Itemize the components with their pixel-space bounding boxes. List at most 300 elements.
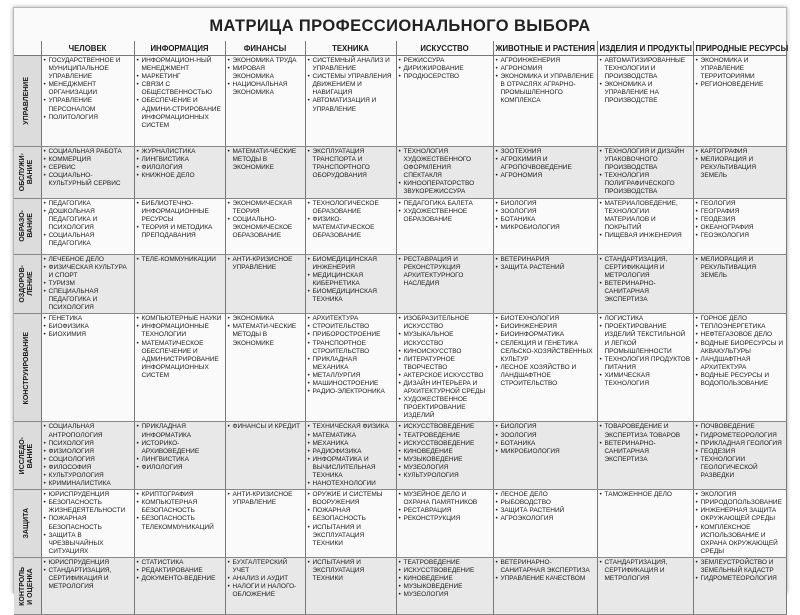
profession-item: • ФИЛОСОФИЯ	[44, 464, 132, 472]
profession-item: • ИСКУССТВОВЕДЕНИЕ	[399, 440, 491, 448]
profession-item: • ИСКУССТВОВЕДЕНИЕ	[399, 423, 491, 431]
profession-item: • БИОЛОГИЯ	[496, 423, 595, 431]
profession-list	[696, 57, 784, 89]
profession-list	[399, 148, 491, 197]
profession-list	[308, 491, 394, 548]
profession-item: • ЭКОНОМИКА	[228, 315, 303, 323]
profession-item: • БОТАНИКА	[496, 440, 595, 448]
column-header: ФИНАНСЫ	[225, 41, 305, 56]
profession-list	[137, 200, 223, 240]
profession-item: • ЛАНДШАФТНАЯ АРХИТЕКТУРА	[696, 356, 784, 372]
matrix-cell	[597, 314, 693, 422]
profession-item: • ТЕХНОЛОГИЯ И ДИЗАЙН УПАКОВОЧНОГО ПРОИЗВОДСТВА	[600, 148, 691, 172]
profession-item: • ГЕОЛОГИЯ	[696, 200, 784, 208]
profession-item: • ТЕХНОЛОГИЯ ПОЛИГРАФИЧЕСКОГО ПРОИЗВОДСТВА	[600, 172, 691, 196]
column-header: ЖИВОТНЫЕ И РАСТЕНИЯ	[493, 41, 597, 56]
profession-item: • ЖУРНАЛИСТИКА	[137, 148, 223, 156]
profession-item: • МЕХАНИКА	[308, 440, 394, 448]
profession-item: • ФИЗИОЛОГИЯ	[44, 448, 132, 456]
matrix-cell	[597, 198, 693, 254]
profession-item: • МЕДИЦИНСКАЯ КИБЕРНЕТИКА	[308, 272, 394, 288]
profession-item: • КИНОВЕДЕНИЕ	[399, 448, 491, 456]
profession-item: • КОММЕРЦИЯ	[44, 156, 132, 164]
profession-item: • ЗЕМЛЕУСТРОЙСТВО И ЗЕМЕЛЬНЫЙ КАДАСТР	[696, 559, 784, 575]
profession-item: • ГИДРОМЕТЕОРОЛОГИЯ	[696, 432, 784, 440]
row-label-cell	[14, 557, 41, 614]
profession-item: • ХИМИЧЕСКАЯ ТЕХНОЛОГИЯ	[600, 372, 691, 388]
profession-item: • МЕТАЛЛУРГИЯ	[308, 372, 394, 380]
profession-list	[696, 423, 784, 480]
profession-list	[600, 57, 691, 106]
profession-item: • ПРОЕКТИРОВАНИЕ ИЗДЕЛИЙ ТЕКСТИЛЬНОЙ И ЛЕГКОЙ ПРОМЫШЛЕННОСТИ	[600, 323, 691, 355]
matrix-row	[14, 147, 786, 199]
matrix-cell	[225, 422, 305, 490]
profession-item: • СОЦИАЛЬНАЯ ПЕДАГОГИКА	[44, 232, 132, 248]
profession-item: • МАТЕМАТИ-ЧЕСКИЕ МЕТОДЫ В ЭКОНОМИКЕ	[228, 323, 303, 347]
profession-item: • КРИПТОГРАФИЯ	[137, 491, 223, 499]
matrix-cell	[305, 422, 396, 490]
row-label-cell	[14, 56, 41, 147]
profession-item: • СОЦИАЛЬНАЯ РАБОТА	[44, 148, 132, 156]
profession-list	[399, 256, 491, 288]
profession-list	[228, 559, 303, 599]
matrix-row	[14, 557, 786, 614]
profession-item: • КОМПЬЮТЕРНЫЕ НАУКИ	[137, 315, 223, 323]
profession-item: • ТЕХНОЛОГИИ ГЕОЛОГИЧЕСКОЙ РАЗВЕДКИ	[696, 456, 784, 480]
profession-list	[399, 57, 491, 81]
matrix-cell	[305, 314, 396, 422]
column-header: ПРИРОДНЫЕ РЕСУРСЫ	[693, 41, 786, 56]
profession-item: • СЕЛЕКЦИЯ И ГЕНЕТИКА СЕЛЬСКО-ХОЗЯЙСТВЕННЫХ КУЛЬТУР	[496, 340, 595, 364]
matrix-cell	[134, 147, 225, 199]
matrix-body	[14, 56, 786, 615]
profession-item: • ДИЗАЙН ИНТЕРЬЕРА И АРХИТЕКТУРНОЙ СРЕДЫ	[399, 380, 491, 396]
matrix-row	[14, 56, 786, 147]
profession-item: • СОЦИАЛЬНО-КУЛЬТУРНЫЙ СЕРВИС	[44, 172, 132, 188]
profession-list	[399, 491, 491, 523]
profession-item: • КОМПЛЕКСНОЕ ИСПОЛЬЗОВАНИЕ И ОХРАНА ОКРУЖАЮЩЕЙ СРЕДЫ	[696, 524, 784, 556]
matrix-row	[14, 490, 786, 558]
profession-list	[600, 256, 691, 305]
profession-item: • РЕСТАВРАЦИЯ И РЕКОНСТРУКЦИЯ АРХИТЕКТУРНОГО НАСЛЕДИЯ	[399, 256, 491, 288]
profession-list	[44, 256, 132, 313]
matrix-cell	[493, 254, 597, 314]
profession-item: • АНАЛИЗ И АУДИТ	[228, 575, 303, 583]
profession-item: • ФИЗИЧЕСКАЯ КУЛЬТУРА И СПОРТ	[44, 264, 132, 280]
profession-item: • БИОМЕДИЦИНСКАЯ ТЕХНИКА	[308, 288, 394, 304]
profession-item: • ПРИКЛАДНАЯ ГЕОЛОГИЯ	[696, 440, 784, 448]
profession-item: • АГРОНОМИЯ	[496, 172, 595, 180]
matrix-cell	[693, 147, 786, 199]
profession-list	[600, 148, 691, 197]
profession-list	[308, 315, 394, 396]
profession-item: • АНТИ-КРИЗИСНОЕ УПРАВЛЕНИЕ	[228, 256, 303, 272]
profession-item: • УПРАВЛЕНИЕ ПЕРСОНАЛОМ	[44, 97, 132, 113]
profession-item: • ЛЕСНОЕ ХОЗЯЙСТВО И ЛАНДШАФТНОЕ СТРОИТЕЛЬСТВО	[496, 364, 595, 388]
profession-item: • ОРУЖИЕ И СИСТЕМЫ ВООРУЖЕНИЯ	[308, 491, 394, 507]
matrix-cell	[134, 254, 225, 314]
profession-item: • ХУДОЖЕСТВЕННОЕ ПРОЕКТИРОВАНИЕ ИЗДЕЛИЙ	[399, 396, 491, 420]
profession-list	[696, 200, 784, 240]
profession-item: • ПЕДАГОГИКА БАЛЕТА	[399, 200, 491, 208]
profession-item: • МИРОВАЯ ЭКОНОМИКА	[228, 65, 303, 81]
profession-item: • СОЦИАЛЬНАЯ АНТРОПОЛОГИЯ	[44, 423, 132, 439]
profession-item: • ТЕПЛОЭНЕРГЕТИКА	[696, 323, 784, 331]
profession-item: • КАРТОГРАФИЯ	[696, 148, 784, 156]
profession-item: • АГРОНОМИЯ	[496, 65, 595, 73]
profession-item: • СИСТЕМЫ УПРАВЛЕНИЯ ДВИЖЕНИЕМ И НАВИГАЦИЯ	[308, 73, 394, 97]
profession-item: • ВЕТЕРИНАРИЯ	[496, 256, 595, 264]
profession-item: • ХУДОЖЕСТВЕННОЕ ОБРАЗОВАНИЕ	[399, 208, 491, 224]
profession-item: • БИБЛИОТЕЧНО-ИНФОРМАЦИОННЫЕ РЕСУРСЫ	[137, 200, 223, 224]
profession-item: • АВТОМАТИЗИРОВАННЫЕ ТЕХНОЛОГИИ И ПРОИЗВОДСТВА	[600, 57, 691, 81]
profession-item: • СПЕЦИАЛЬНАЯ ПЕДАГОГИКА И ПСИХОЛОГИЯ	[44, 288, 132, 312]
profession-item: • ПИЩЕВАЯ ИНЖЕНЕРИЯ	[600, 232, 691, 240]
profession-list	[44, 315, 132, 339]
profession-item: • СИСТЕМНЫЙ АНАЛИЗ И УПРАВЛЕНИЕ	[308, 57, 394, 73]
matrix-cell	[41, 56, 134, 147]
profession-item: • ПОЧВОВЕДЕНИЕ	[696, 423, 784, 431]
profession-item: • БОТАНИКА	[496, 216, 595, 224]
profession-item: • МАРКЕТИНГ	[137, 73, 223, 81]
column-header: ТЕХНИКА	[305, 41, 396, 56]
matrix-cell	[693, 314, 786, 422]
profession-item: • БИОИНЖЕНЕРИЯ	[496, 323, 595, 331]
matrix-frame	[13, 7, 789, 606]
profession-item: • БИОТЕХНОЛОГИЯ	[496, 315, 595, 323]
matrix-row	[14, 314, 786, 422]
profession-item: • КОМПЬЮТЕРНАЯ БЕЗОПАСНОСТЬ	[137, 499, 223, 515]
profession-item: • ФИЗИКО-МАТЕМАТИЧЕСКОЕ ОБРАЗОВАНИЕ	[308, 216, 394, 240]
profession-item: • МАТЕРИАЛОВЕДЕНИЕ, ТЕХНОЛОГИИ МАТЕРИАЛОВ И ПОКРЫТИЙ	[600, 200, 691, 232]
row-label: УПРАВЛЕНИЕ	[23, 77, 31, 125]
profession-item: • АГРОИНЖЕНЕРИЯ	[496, 57, 595, 65]
profession-item: • НЕФТЕГАЗОВОЕ ДЕЛО	[696, 331, 784, 339]
column-header: ЧЕЛОВЕК	[41, 41, 134, 56]
profession-item: • МУЗЫКОВЕДЕНИЕ	[399, 456, 491, 464]
profession-list	[600, 315, 691, 388]
profession-item: • АГРОХИМИЯ И АГРОПОЧВОВЕДЕНИЕ	[496, 156, 595, 172]
matrix-cell	[134, 557, 225, 614]
profession-item: • БИОЛОГИЯ	[496, 200, 595, 208]
profession-list	[399, 559, 491, 599]
matrix-cell	[693, 490, 786, 558]
profession-list	[228, 315, 303, 347]
matrix-cell	[693, 56, 786, 147]
profession-list	[600, 559, 691, 583]
row-label: ЗАЩИТА	[23, 508, 31, 539]
profession-item: • ТЕЛЕ-КОММУНИКАЦИИ	[137, 256, 223, 264]
profession-item: • ТЕХНИЧЕСКАЯ ФИЗИКА	[308, 423, 394, 431]
profession-item: • ЭКОНОМИЧЕСКАЯ ТЕОРИЯ	[228, 200, 303, 216]
row-label-cell	[14, 314, 41, 422]
profession-item: • НАЛОГИ И НАЛОГО-ОБЛОЖЕНИЕ	[228, 583, 303, 599]
profession-item: • ВЕТЕРИНАРНО-САНИТАРНАЯ ЭКСПЕРТИЗА	[600, 280, 691, 304]
profession-item: • РАДИО-ЭЛЕКТРОНИКА	[308, 388, 394, 396]
profession-list	[228, 200, 303, 240]
matrix-table	[14, 41, 787, 615]
profession-list	[399, 315, 491, 420]
profession-item: • ДИРИЖИРОВАНИЕ	[399, 65, 491, 73]
profession-item: • ТРАНСПОРТНОЕ СТРОИТЕЛЬСТВО	[308, 340, 394, 356]
profession-list	[137, 559, 223, 583]
profession-item: • ВОДНЫЕ РЕСУРСЫ И ВОДОПОЛЬЗОВАНИЕ	[696, 372, 784, 388]
profession-item: • АВТОМАТИЗАЦИЯ И УПРАВЛЕНИЕ	[308, 97, 394, 113]
profession-item: • МУЗЕОЛОГИЯ	[399, 591, 491, 599]
profession-item: • ДОКУМЕНТО-ВЕДЕНИЕ	[137, 575, 223, 583]
matrix-cell	[597, 557, 693, 614]
profession-item: • СЕРВИС	[44, 164, 132, 172]
profession-item: • ТЕХНОЛОГИЯ ПРОДУКТОВ ПИТАНИЯ	[600, 356, 691, 372]
matrix-cell	[225, 490, 305, 558]
profession-item: • НАНОТЕХНОЛОГИИ	[308, 480, 394, 488]
matrix-row	[14, 254, 786, 314]
profession-item: • СВЯЗИ С ОБЩЕСТВЕННОСТЬЮ	[137, 81, 223, 97]
profession-list	[496, 315, 595, 388]
profession-list	[44, 423, 132, 488]
page-title: МАТРИЦА ПРОФЕССИОНАЛЬНОГО ВЫБОРА	[209, 17, 591, 35]
profession-item: • ЮРИСПРУДЕНЦИЯ	[44, 559, 132, 567]
matrix-cell	[493, 314, 597, 422]
profession-item: • ГЕОГРАФИЯ	[696, 208, 784, 216]
profession-item: • ЗООТЕХНИЯ	[496, 148, 595, 156]
profession-list	[496, 423, 595, 455]
profession-item: • МЕНЕДЖМЕНТ ОРГАНИЗАЦИИ	[44, 81, 132, 97]
profession-item: • РЕЖИССУРА	[399, 57, 491, 65]
column-header: ИСКУССТВО	[396, 41, 493, 56]
matrix-cell	[305, 56, 396, 147]
profession-item: • ГОРНОЕ ДЕЛО	[696, 315, 784, 323]
matrix-cell	[396, 490, 493, 558]
profession-item: • БИОФИЗИКА	[44, 323, 132, 331]
profession-item: • ИЗОБРАЗИТЕЛЬНОЕ ИСКУССТВО	[399, 315, 491, 331]
row-label-cell	[14, 147, 41, 199]
profession-item: • СТАНДАРТИЗАЦИЯ, СЕРТИФИКАЦИЯ И МЕТРОЛОГИЯ	[44, 567, 132, 591]
row-label: ОБСЛУЖИ- ВАНИЕ	[19, 153, 35, 192]
profession-list	[137, 491, 223, 531]
matrix-cell	[134, 490, 225, 558]
profession-item: • МАТЕМАТИ-ЧЕСКИЕ МЕТОДЫ В ЭКОНОМИКЕ	[228, 148, 303, 172]
profession-item: • АНТИ-КРИЗИСНОЕ УПРАВЛЕНИЕ	[228, 491, 303, 507]
matrix-cell	[597, 147, 693, 199]
profession-item: • АГРОЭКОЛОГИЯ	[496, 515, 595, 523]
profession-list	[137, 423, 223, 472]
profession-item: • БЕЗОПАСНОСТЬ ЖИЗНЕДЕЯТЕЛЬНОСТИ	[44, 499, 132, 515]
row-label-cell	[14, 198, 41, 254]
profession-item: • ТОВАРОВЕДЕНИЕ И ЭКСПЕРТИЗА ТОВАРОВ	[600, 423, 691, 439]
profession-list	[496, 200, 595, 232]
profession-list	[44, 57, 132, 122]
matrix-cell	[493, 422, 597, 490]
profession-item: • ОБЕСПЕЧЕНИЕ И АДМИНИ-СТРИРОВАНИЕ ИНФОРМАЦИОННЫХ СИСТЕМ	[137, 97, 223, 129]
profession-item: • СОЦИАЛЬНО-ЭКОНОМИЧЕСКОЕ ОБРАЗОВАНИЕ	[228, 216, 303, 240]
matrix-cell	[41, 198, 134, 254]
matrix-cell	[41, 147, 134, 199]
profession-item: • ЗАЩИТА РАСТЕНИЙ	[496, 264, 595, 272]
profession-list	[600, 491, 691, 499]
matrix-cell	[396, 314, 493, 422]
profession-item: • ИНФОРМАТИКА И ВЫЧИСЛИТЕЛЬНАЯ ТЕХНИКА	[308, 456, 394, 480]
matrix-cell	[41, 314, 134, 422]
profession-list	[308, 423, 394, 488]
profession-list	[228, 423, 303, 431]
matrix-cell	[396, 422, 493, 490]
profession-item: • ВЕТЕРИНАРНО-САНИТАРНАЯ ЭКСПЕРТИЗА	[496, 559, 595, 575]
profession-item: • ОКЕАНОГРАФИЯ	[696, 224, 784, 232]
profession-item: • ИСПЫТАНИЯ И ЭКСПЛУАТАЦИЯ ТЕХНИКИ	[308, 559, 394, 583]
profession-item: • КИНОВЕДЕНИЕ	[399, 575, 491, 583]
profession-item: • ЭКОНОМИКА ТРУДА	[228, 57, 303, 65]
profession-item: • ТЕАТРОВЕДЕНИЕ	[399, 432, 491, 440]
profession-list	[308, 200, 394, 240]
matrix-cell	[225, 147, 305, 199]
profession-item: • ТЕАТРОВЕДЕНИЕ	[399, 559, 491, 567]
matrix-cell	[225, 56, 305, 147]
matrix-cell	[597, 422, 693, 490]
profession-item: • ЭКОЛОГИЯ	[696, 491, 784, 499]
profession-item: • ГЕОДЕЗИЯ	[696, 216, 784, 224]
row-label: КОНСТРУИРОВАНИЕ	[23, 331, 31, 405]
profession-item: • СОЦИОЛОГИЯ	[44, 456, 132, 464]
profession-item: • РАДИОФИЗИКА	[308, 448, 394, 456]
matrix-cell	[693, 557, 786, 614]
profession-item: • ПРИКЛАДНАЯ МЕХАНИКА	[308, 356, 394, 372]
profession-item: • КИНОИСКУССТВО	[399, 348, 491, 356]
matrix-cell	[305, 198, 396, 254]
profession-item: • МЕЛИОРАЦИЯ И РЕКУЛЬТИВАЦИЯ ЗЕМЕЛЬ	[696, 156, 784, 180]
profession-item: • РЕДАКТИРОВАНИЕ	[137, 567, 223, 575]
matrix-cell	[41, 557, 134, 614]
profession-item: • ТЕОРИЯ И МЕТОДИКА ПРЕПОДАВАНИЯ	[137, 224, 223, 240]
profession-item: • ФИЛОЛОГИЯ	[137, 464, 223, 472]
profession-list	[228, 491, 303, 507]
matrix-cell	[396, 557, 493, 614]
matrix-cell	[493, 198, 597, 254]
row-label-cell	[14, 490, 41, 558]
profession-item: • ГОСУДАРСТВЕННОЕ И МУНИЦИПАЛЬНОЕ УПРАВЛЕНИЕ	[44, 57, 132, 81]
matrix-cell	[225, 314, 305, 422]
profession-item: • РЕГИОНОВЕДЕНИЕ	[696, 81, 784, 89]
profession-item: • ТЕХНОЛОГИЯ ХУДОЖЕСТВЕННОГО ОФОРМЛЕНИЯ СПЕКТАКЛЯ	[399, 148, 491, 180]
profession-item: • ЛОГИСТИКА	[600, 315, 691, 323]
profession-list	[308, 57, 394, 114]
profession-item: • РЕКОНСТРУКЦИЯ	[399, 515, 491, 523]
profession-item: • ЗООЛОГИЯ	[496, 208, 595, 216]
profession-list	[600, 200, 691, 240]
profession-item: • БИОИНФОРМАТИКА	[496, 331, 595, 339]
profession-item: • ТУРИЗМ	[44, 280, 132, 288]
profession-item: • ПСИХОЛОГИЯ	[44, 440, 132, 448]
profession-item: • ЮРИСПРУДЕНЦИЯ	[44, 491, 132, 499]
profession-list	[44, 559, 132, 591]
profession-item: • МЕЛИОРАЦИЯ И РЕКУЛЬТИВАЦИЯ ЗЕМЕЛЬ	[696, 256, 784, 280]
matrix-cell	[41, 254, 134, 314]
matrix-cell	[225, 557, 305, 614]
profession-item: • МАШИНОСТРОЕНИЕ	[308, 380, 394, 388]
profession-item: • ИНФОРМАЦИОННЫЕ ТЕХНОЛОГИИ	[137, 323, 223, 339]
profession-list	[228, 57, 303, 97]
profession-item: • КИНООПЕРАТОРСТВО ЗВУКОРЕЖИССУРА	[399, 180, 491, 196]
profession-item: • КРИМИНАЛИСТИКА	[44, 480, 132, 488]
row-label: ИССЛЕДО- ВАНИЕ	[19, 437, 35, 475]
profession-item: • СТРОИТЕЛЬСТВО	[308, 323, 394, 331]
profession-item: • МАТЕМАТИКА	[308, 432, 394, 440]
matrix-cell	[225, 198, 305, 254]
matrix-cell	[225, 254, 305, 314]
matrix-cell	[134, 314, 225, 422]
profession-item: • ТАМОЖЕННОЕ ДЕЛО	[600, 491, 691, 499]
matrix-cell	[396, 56, 493, 147]
profession-list	[137, 57, 223, 130]
profession-item: • КНИЖНОЕ ДЕЛО	[137, 172, 223, 180]
column-header: ИНФОРМАЦИЯ	[134, 41, 225, 56]
profession-item: • ЛЕСНОЕ ДЕЛО	[496, 491, 595, 499]
profession-item: • ЛИТЕРАТУРНОЕ ТВОРЧЕСТВО	[399, 356, 491, 372]
profession-list	[496, 148, 595, 180]
profession-item: • ГИДРОМЕТЕОРОЛОГИЯ	[696, 575, 784, 583]
corner-cell	[14, 41, 41, 56]
matrix-cell	[134, 422, 225, 490]
profession-item: • ЗАЩИТА РАСТЕНИЙ	[496, 507, 595, 515]
matrix-cell	[41, 422, 134, 490]
profession-item: • ЭКОНОМИКА И УПРАВЛЕНИЕ В ОТРАСЛЯХ АГРАРНО-ПРОМЫШЛЕННОГО КОМПЛЕКСА	[496, 73, 595, 105]
matrix-cell	[305, 254, 396, 314]
profession-list	[696, 315, 784, 388]
profession-item: • ПРИКЛАДНАЯ ИНФОРМАТИКА	[137, 423, 223, 439]
profession-list	[137, 148, 223, 180]
matrix-cell	[493, 56, 597, 147]
profession-item: • ЛИНГВИСТИКА	[137, 156, 223, 164]
profession-item: • ВЕТЕРИНАРНО-САНИТАРНАЯ ЭКСПЕРТИЗА	[600, 440, 691, 464]
matrix-cell	[693, 422, 786, 490]
profession-item: • АКТЕРСКОЕ ИСКУССТВО	[399, 372, 491, 380]
profession-item: • ПРИБОРОСТРОЕНИЕ	[308, 331, 394, 339]
matrix-cell	[597, 254, 693, 314]
profession-item: • ФИЛОЛОГИЯ	[137, 164, 223, 172]
profession-list	[496, 256, 595, 272]
profession-list	[44, 491, 132, 556]
matrix-cell	[305, 490, 396, 558]
profession-item: • ЭКСПЛУАТАЦИЯ ТРАНСПОРТА И ТРАНСПОРТНОГО ОБОРУДОВАНИЯ	[308, 148, 394, 180]
profession-item: • СТАНДАРТИЗАЦИЯ, СЕРТИФИКАЦИЯ И МЕТРОЛОГИЯ	[600, 256, 691, 280]
matrix-cell	[396, 254, 493, 314]
profession-item: • ДОШКОЛЬНАЯ ПЕДАГОГИКА И ПСИХОЛОГИЯ	[44, 208, 132, 232]
matrix-row	[14, 422, 786, 490]
profession-list	[228, 148, 303, 172]
profession-item: • ИСКУССТВОВЕДЕНИЕ	[399, 567, 491, 575]
profession-item: • МУЗЕОЛОГИЯ	[399, 464, 491, 472]
profession-item: • ЛИНГВИСТИКА	[137, 456, 223, 464]
profession-list	[399, 423, 491, 480]
profession-list	[696, 491, 784, 556]
profession-item: • ТЕХНОЛОГИЧЕСКОЕ ОБРАЗОВАНИЕ	[308, 200, 394, 216]
profession-list	[137, 315, 223, 380]
profession-item: • ЭКОНОМИКА И УПРАВЛЕНИЕ НА ПРОИЗВОДСТВЕ	[600, 81, 691, 105]
profession-item: • БИОМЕДИЦИНСКАЯ ИНЖЕНЕРИЯ	[308, 256, 394, 272]
profession-list	[496, 57, 595, 106]
profession-item: • ПОЖАРНАЯ БЕЗОПАСНОСТЬ	[308, 507, 394, 523]
profession-item: • ПЕДАГОГИКА	[44, 200, 132, 208]
profession-item: • МИКРОБИОЛОГИЯ	[496, 448, 595, 456]
profession-item: • РЫБОВОДСТВО	[496, 499, 595, 507]
profession-item: • КУЛЬТУРОЛОГИЯ	[44, 472, 132, 480]
matrix-cell	[693, 254, 786, 314]
profession-list	[696, 256, 784, 280]
profession-item: • КУЛЬТУРОЛОГИЯ	[399, 472, 491, 480]
profession-item: • СТАНДАРТИЗАЦИЯ, СЕРТИФИКАЦИЯ И МЕТРОЛОГИЯ	[600, 559, 691, 583]
profession-item: • МУЗЫКОВЕДЕНИЕ	[399, 583, 491, 591]
profession-item: • БУХГАЛТЕРСКИЙ УЧЕТ	[228, 559, 303, 575]
